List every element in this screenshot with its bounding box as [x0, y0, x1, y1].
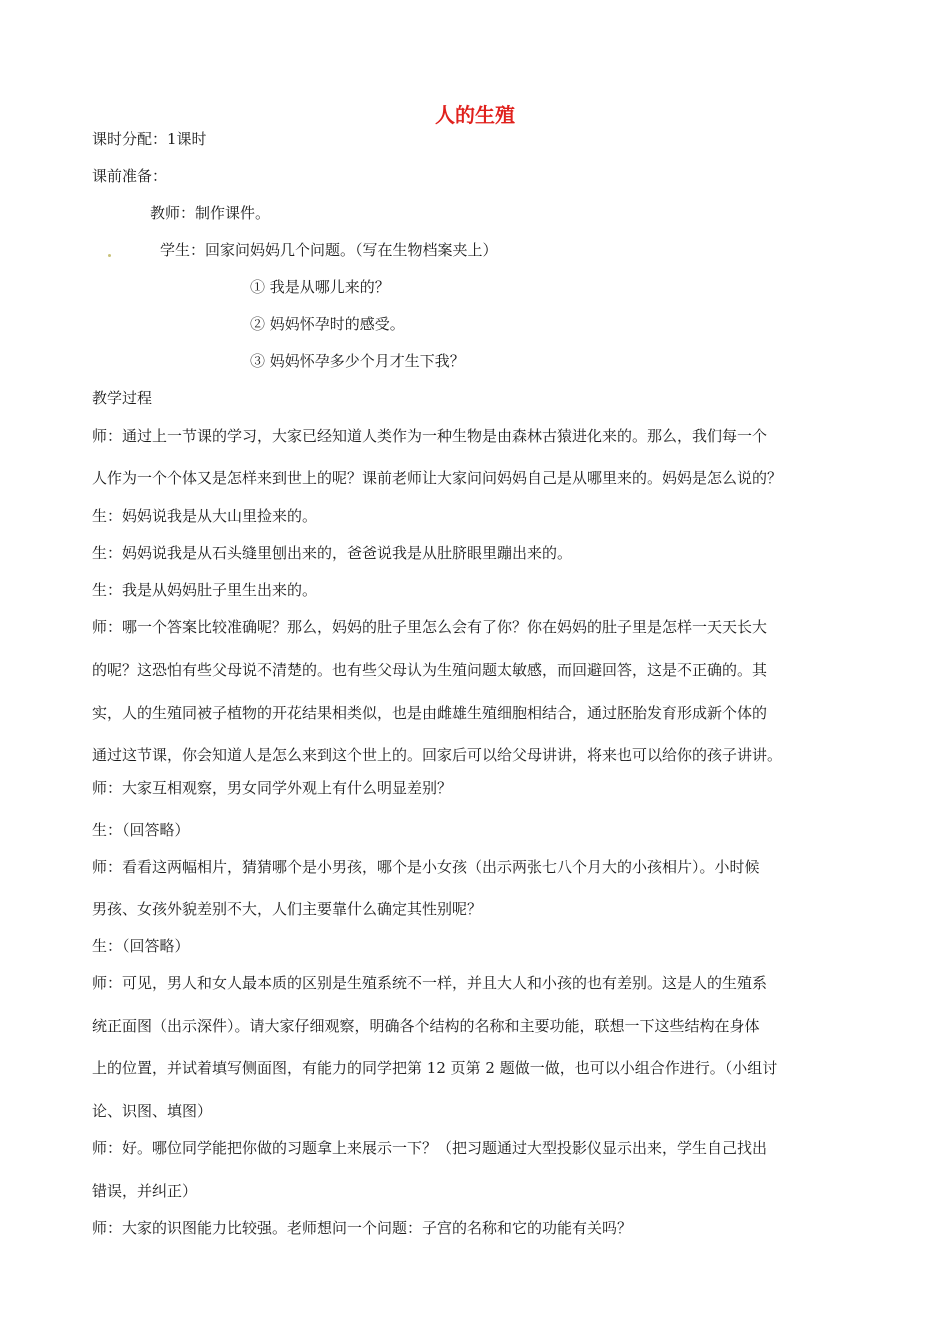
text-line: 生：（回答略） [92, 937, 190, 955]
text-line: 师：看看这两幅相片，猜猜哪个是小男孩，哪个是小女孩（出示两张七八个月大的小孩相片）。小时候 [92, 858, 760, 876]
text-line: 师：哪一个答案比较准确呢？那么，妈妈的肚子里怎么会有了你？你在妈妈的肚子里是怎样一天天长大 [92, 618, 768, 636]
text-line: 生：妈妈说我是从大山里捡来的。 [92, 507, 318, 525]
text-line: 课前准备： [92, 167, 168, 185]
text-line: 课时分配：1课时 [92, 130, 207, 148]
text-line: 实，人的生殖同被子植物的开花结果相类似，也是由雌雄生殖细胞相结合，通过胚胎发育形成新个体的 [92, 704, 768, 722]
text-line: 师：大家互相观察，男女同学外观上有什么明显差别？ [92, 779, 453, 797]
speck-mark [108, 254, 111, 257]
text-line: 生：我是从妈妈肚子里生出来的。 [92, 581, 318, 599]
text-line: 错误，并纠正） [92, 1182, 198, 1200]
text-line: 男孩、女孩外貌差别不大，人们主要靠什么确定其性别呢？ [92, 900, 483, 918]
text-line: 师：通过上一节课的学习，大家已经知道人类作为一种生物是由森林古猿进化来的。那么，我们每一个 [92, 427, 768, 445]
text-line: 师：可见，男人和女人最本质的区别是生殖系统不一样，并且大人和小孩的也有差别。这是人的生殖系 [92, 974, 768, 992]
text-line: ① 我是从哪儿来的？ [250, 278, 390, 296]
text-line: 学生：回家问妈妈几个问题。（写在生物档案夹上） [160, 241, 498, 259]
text-line: ② 妈妈怀孕时的感受。 [250, 315, 405, 333]
text-line: 师：大家的识图能力比较强。老师想问一个问题：子宫的名称和它的功能有关吗？ [92, 1219, 633, 1237]
text-line: 师：好。哪位同学能把你做的习题拿上来展示一下？（把习题通过大型投影仪显示出来，学生自己找出 [92, 1139, 768, 1157]
text-line: 上的位置，并试着填写侧面图，有能力的同学把第 12 页第 2 题做一做，也可以小组合作进行。（小组讨 [92, 1059, 778, 1077]
text-line: 生：（回答略） [92, 821, 190, 839]
section-heading: 教学过程 [92, 389, 153, 407]
text-line: 论、识图、填图） [92, 1102, 213, 1120]
text-line: 统正面图（出示深件）。请大家仔细观察，明确各个结构的名称和主要功能，联想一下这些结构在身体 [92, 1017, 760, 1035]
text-line: 生：妈妈说我是从石头缝里刨出来的，爸爸说我是从肚脐眼里蹦出来的。 [92, 544, 573, 562]
text-line: ③ 妈妈怀孕多少个月才生下我？ [250, 352, 465, 370]
text-line: 教师：制作课件。 [150, 204, 271, 222]
document-title: 人的生殖 [435, 103, 515, 127]
text-line: 的呢？这恐怕有些父母说不清楚的。也有些父母认为生殖问题太敏感，而回避回答，这是不正确的。其 [92, 661, 768, 679]
text-line: 人作为一个个体又是怎样来到世上的呢？课前老师让大家问问妈妈自己是从哪里来的。妈妈是怎么说的？ [92, 469, 783, 487]
text-line: 通过这节课，你会知道人是怎么来到这个世上的。回家后可以给父母讲讲，将来也可以给你的孩子讲讲。 [92, 746, 783, 764]
